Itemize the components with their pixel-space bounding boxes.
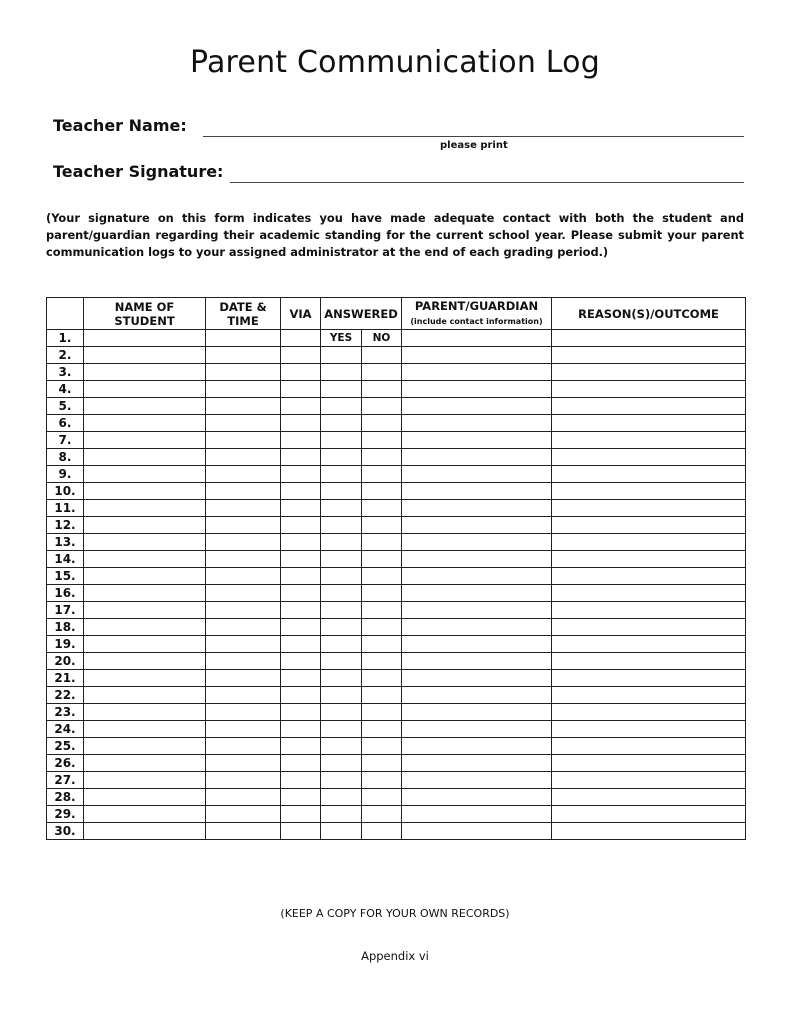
- parent-guardian-cell[interactable]: [402, 398, 552, 415]
- student-name-cell[interactable]: [84, 789, 206, 806]
- date-time-cell[interactable]: [206, 364, 281, 381]
- answered-yes-cell[interactable]: [321, 483, 362, 500]
- answered-no-cell[interactable]: [362, 534, 402, 551]
- reason-outcome-cell[interactable]: [552, 466, 746, 483]
- via-cell[interactable]: [281, 755, 321, 772]
- student-name-cell[interactable]: [84, 330, 206, 347]
- row-number: 20.: [47, 653, 84, 670]
- row-number: 8.: [47, 449, 84, 466]
- answered-yes-cell[interactable]: [321, 517, 362, 534]
- answered-yes-cell[interactable]: [321, 704, 362, 721]
- reason-outcome-cell[interactable]: [552, 738, 746, 755]
- via-cell[interactable]: [281, 738, 321, 755]
- via-cell[interactable]: [281, 670, 321, 687]
- answered-no-cell[interactable]: [362, 517, 402, 534]
- header-reasons-outcome: REASON(S)/OUTCOME: [552, 298, 746, 330]
- answered-yes-cell[interactable]: [321, 364, 362, 381]
- row-number: 9.: [47, 466, 84, 483]
- reason-outcome-cell[interactable]: [552, 636, 746, 653]
- answered-yes-cell[interactable]: [321, 398, 362, 415]
- table-row: [47, 534, 746, 551]
- row-number: 19.: [47, 636, 84, 653]
- date-time-cell[interactable]: [206, 755, 281, 772]
- row-number: 27.: [47, 772, 84, 789]
- reason-outcome-cell[interactable]: [552, 517, 746, 534]
- parent-guardian-cell[interactable]: [402, 585, 552, 602]
- row-number: 14.: [47, 551, 84, 568]
- via-cell[interactable]: [281, 330, 321, 347]
- date-time-cell[interactable]: [206, 619, 281, 636]
- via-cell[interactable]: [281, 636, 321, 653]
- via-cell[interactable]: [281, 704, 321, 721]
- date-time-cell[interactable]: [206, 500, 281, 517]
- via-cell[interactable]: [281, 602, 321, 619]
- table-row: [47, 330, 746, 347]
- date-time-cell[interactable]: [206, 466, 281, 483]
- student-name-cell[interactable]: [84, 738, 206, 755]
- answered-no-cell[interactable]: [362, 602, 402, 619]
- answered-no-cell[interactable]: [362, 551, 402, 568]
- table-row: [47, 500, 746, 517]
- student-name-cell[interactable]: [84, 806, 206, 823]
- parent-guardian-cell[interactable]: [402, 755, 552, 772]
- answered-yes-cell[interactable]: [321, 415, 362, 432]
- reason-outcome-cell[interactable]: [552, 449, 746, 466]
- date-time-cell[interactable]: [206, 653, 281, 670]
- answered-no-cell[interactable]: [362, 568, 402, 585]
- parent-guardian-cell[interactable]: [402, 500, 552, 517]
- via-cell[interactable]: [281, 381, 321, 398]
- parent-guardian-cell[interactable]: [402, 517, 552, 534]
- date-time-cell[interactable]: [206, 568, 281, 585]
- parent-guardian-cell[interactable]: [402, 670, 552, 687]
- via-cell[interactable]: [281, 500, 321, 517]
- student-name-cell[interactable]: [84, 619, 206, 636]
- date-time-cell[interactable]: [206, 704, 281, 721]
- teacher-name-label: Teacher Name:: [53, 116, 187, 135]
- via-cell[interactable]: [281, 347, 321, 364]
- via-cell[interactable]: [281, 619, 321, 636]
- date-time-cell[interactable]: [206, 670, 281, 687]
- answered-yes-cell[interactable]: [321, 789, 362, 806]
- student-name-cell[interactable]: [84, 823, 206, 840]
- parent-guardian-cell[interactable]: [402, 551, 552, 568]
- answered-yes-cell[interactable]: [321, 636, 362, 653]
- answered-yes-cell: YES: [321, 330, 362, 347]
- parent-guardian-cell[interactable]: [402, 823, 552, 840]
- table-row: [47, 568, 746, 585]
- answered-no-cell: NO: [362, 330, 402, 347]
- reason-outcome-cell[interactable]: [552, 551, 746, 568]
- answered-yes-cell[interactable]: [321, 500, 362, 517]
- student-name-cell[interactable]: [84, 755, 206, 772]
- row-number: 15.: [47, 568, 84, 585]
- reason-outcome-cell[interactable]: [552, 704, 746, 721]
- table-row: [47, 517, 746, 534]
- answered-yes-cell[interactable]: [321, 534, 362, 551]
- student-name-cell[interactable]: [84, 670, 206, 687]
- parent-guardian-cell[interactable]: [402, 636, 552, 653]
- answered-no-cell[interactable]: [362, 789, 402, 806]
- reason-outcome-cell[interactable]: [552, 347, 746, 364]
- header-parent-guardian: PARENT/GUARDIAN (include contact information): [402, 298, 552, 330]
- reason-outcome-cell[interactable]: [552, 772, 746, 789]
- table-row: [47, 381, 746, 398]
- date-time-cell[interactable]: [206, 415, 281, 432]
- header-name-of-student: NAME OF STUDENT: [84, 298, 206, 330]
- date-time-cell[interactable]: [206, 551, 281, 568]
- via-cell[interactable]: [281, 534, 321, 551]
- student-name-cell[interactable]: [84, 398, 206, 415]
- table-row: [47, 364, 746, 381]
- answered-yes-cell[interactable]: [321, 823, 362, 840]
- date-time-cell[interactable]: [206, 449, 281, 466]
- student-name-cell[interactable]: [84, 653, 206, 670]
- reason-outcome-cell[interactable]: [552, 330, 746, 347]
- answered-no-cell[interactable]: [362, 449, 402, 466]
- teacher-name-field[interactable]: [203, 136, 744, 137]
- teacher-signature-label: Teacher Signature:: [53, 162, 224, 181]
- teacher-signature-field[interactable]: [230, 182, 744, 183]
- date-time-cell[interactable]: [206, 687, 281, 704]
- parent-guardian-cell[interactable]: [402, 364, 552, 381]
- row-number: 4.: [47, 381, 84, 398]
- parent-guardian-cell[interactable]: [402, 330, 552, 347]
- answered-yes-cell[interactable]: [321, 755, 362, 772]
- parent-guardian-cell[interactable]: [402, 789, 552, 806]
- answered-no-cell[interactable]: [362, 823, 402, 840]
- student-name-cell[interactable]: [84, 534, 206, 551]
- answered-yes-cell[interactable]: [321, 772, 362, 789]
- reason-outcome-cell[interactable]: [552, 653, 746, 670]
- answered-no-cell[interactable]: [362, 806, 402, 823]
- table-row: [47, 585, 746, 602]
- answered-yes-cell[interactable]: [321, 449, 362, 466]
- answered-no-cell[interactable]: [362, 483, 402, 500]
- answered-yes-cell[interactable]: [321, 619, 362, 636]
- reason-outcome-cell[interactable]: [552, 500, 746, 517]
- answered-yes-cell[interactable]: [321, 806, 362, 823]
- reason-outcome-cell[interactable]: [552, 381, 746, 398]
- answered-no-cell[interactable]: [362, 755, 402, 772]
- via-cell[interactable]: [281, 432, 321, 449]
- header-answered: ANSWERED: [321, 298, 402, 330]
- answered-no-cell[interactable]: [362, 432, 402, 449]
- student-name-cell[interactable]: [84, 602, 206, 619]
- reason-outcome-cell[interactable]: [552, 789, 746, 806]
- answered-yes-cell[interactable]: [321, 381, 362, 398]
- student-name-cell[interactable]: [84, 347, 206, 364]
- date-time-cell[interactable]: [206, 517, 281, 534]
- reason-outcome-cell[interactable]: [552, 364, 746, 381]
- via-cell[interactable]: [281, 568, 321, 585]
- via-cell[interactable]: [281, 449, 321, 466]
- answered-no-cell[interactable]: [362, 415, 402, 432]
- table-row: [47, 755, 746, 772]
- student-name-cell[interactable]: [84, 466, 206, 483]
- row-number: 12.: [47, 517, 84, 534]
- reason-outcome-cell[interactable]: [552, 398, 746, 415]
- table-row: [47, 738, 746, 755]
- student-name-cell[interactable]: [84, 721, 206, 738]
- header-number: [47, 298, 84, 330]
- instructions-note: (Your signature on this form indicates you have made adequate contact with both the student and parent/guardian regarding their academic standing for the current school year. Please submit your parent communication logs to your assigned administrator at the end of each grading period.): [46, 211, 744, 259]
- row-number: 11.: [47, 500, 84, 517]
- via-cell[interactable]: [281, 653, 321, 670]
- answered-no-cell[interactable]: [362, 398, 402, 415]
- answered-yes-cell[interactable]: [321, 653, 362, 670]
- date-time-cell[interactable]: [206, 347, 281, 364]
- parent-guardian-cell[interactable]: [402, 687, 552, 704]
- table-row: [47, 551, 746, 568]
- date-time-cell[interactable]: [206, 432, 281, 449]
- parent-guardian-cell[interactable]: [402, 347, 552, 364]
- student-name-cell[interactable]: [84, 704, 206, 721]
- reason-outcome-cell[interactable]: [552, 806, 746, 823]
- answered-no-cell[interactable]: [362, 738, 402, 755]
- via-cell[interactable]: [281, 789, 321, 806]
- row-number: 26.: [47, 755, 84, 772]
- table-row: [47, 636, 746, 653]
- date-time-cell[interactable]: [206, 823, 281, 840]
- student-name-cell[interactable]: [84, 483, 206, 500]
- reason-outcome-cell[interactable]: [552, 568, 746, 585]
- date-time-cell[interactable]: [206, 534, 281, 551]
- answered-yes-cell[interactable]: [321, 568, 362, 585]
- table-row: [47, 466, 746, 483]
- appendix-label: Appendix vi: [361, 949, 429, 963]
- answered-no-cell[interactable]: [362, 653, 402, 670]
- table-row: [47, 602, 746, 619]
- table-row: [47, 806, 746, 823]
- row-number: 6.: [47, 415, 84, 432]
- row-number: 10.: [47, 483, 84, 500]
- date-time-cell[interactable]: [206, 738, 281, 755]
- student-name-cell[interactable]: [84, 500, 206, 517]
- table-row: [47, 415, 746, 432]
- answered-no-cell[interactable]: [362, 500, 402, 517]
- via-cell[interactable]: [281, 721, 321, 738]
- answered-no-cell[interactable]: [362, 381, 402, 398]
- answered-yes-cell[interactable]: [321, 432, 362, 449]
- date-time-cell[interactable]: [206, 721, 281, 738]
- answered-yes-cell[interactable]: [321, 687, 362, 704]
- parent-guardian-cell[interactable]: [402, 806, 552, 823]
- parent-guardian-cell[interactable]: [402, 568, 552, 585]
- student-name-cell[interactable]: [84, 551, 206, 568]
- parent-guardian-cell[interactable]: [402, 721, 552, 738]
- table-row: [47, 687, 746, 704]
- table-row: [47, 432, 746, 449]
- answered-yes-cell[interactable]: [321, 347, 362, 364]
- answered-no-cell[interactable]: [362, 687, 402, 704]
- answered-no-cell[interactable]: [362, 619, 402, 636]
- row-number: 28.: [47, 789, 84, 806]
- reason-outcome-cell[interactable]: [552, 721, 746, 738]
- via-cell[interactable]: [281, 364, 321, 381]
- student-name-cell[interactable]: [84, 772, 206, 789]
- page-title: Parent Communication Log: [190, 45, 600, 80]
- student-name-cell[interactable]: [84, 517, 206, 534]
- reason-outcome-cell[interactable]: [552, 585, 746, 602]
- row-number: 18.: [47, 619, 84, 636]
- answered-yes-cell[interactable]: [321, 738, 362, 755]
- via-cell[interactable]: [281, 517, 321, 534]
- table-row: [47, 653, 746, 670]
- answered-yes-cell[interactable]: [321, 551, 362, 568]
- row-number: 13.: [47, 534, 84, 551]
- answered-yes-cell[interactable]: [321, 670, 362, 687]
- student-name-cell[interactable]: [84, 687, 206, 704]
- date-time-cell[interactable]: [206, 806, 281, 823]
- via-cell[interactable]: [281, 466, 321, 483]
- communication-log-table: [46, 297, 746, 840]
- header-via: VIA: [281, 298, 321, 330]
- answered-yes-cell[interactable]: [321, 466, 362, 483]
- header-date-time: DATE & TIME: [206, 298, 281, 330]
- via-cell[interactable]: [281, 687, 321, 704]
- reason-outcome-cell[interactable]: [552, 415, 746, 432]
- date-time-cell[interactable]: [206, 772, 281, 789]
- row-number: 1.: [47, 330, 84, 347]
- date-time-cell[interactable]: [206, 789, 281, 806]
- reason-outcome-cell[interactable]: [552, 602, 746, 619]
- via-cell[interactable]: [281, 483, 321, 500]
- row-number: 16.: [47, 585, 84, 602]
- table-row: [47, 347, 746, 364]
- student-name-cell[interactable]: [84, 568, 206, 585]
- reason-outcome-cell[interactable]: [552, 670, 746, 687]
- student-name-cell[interactable]: [84, 364, 206, 381]
- answered-yes-cell[interactable]: [321, 585, 362, 602]
- row-number: 2.: [47, 347, 84, 364]
- parent-guardian-cell[interactable]: [402, 704, 552, 721]
- parent-guardian-cell[interactable]: [402, 483, 552, 500]
- row-number: 22.: [47, 687, 84, 704]
- reason-outcome-cell[interactable]: [552, 619, 746, 636]
- parent-guardian-cell[interactable]: [402, 738, 552, 755]
- reason-outcome-cell[interactable]: [552, 755, 746, 772]
- answered-no-cell[interactable]: [362, 721, 402, 738]
- date-time-cell[interactable]: [206, 483, 281, 500]
- row-number: 5.: [47, 398, 84, 415]
- student-name-cell[interactable]: [84, 415, 206, 432]
- row-number: 30.: [47, 823, 84, 840]
- answered-no-cell[interactable]: [362, 364, 402, 381]
- via-cell[interactable]: [281, 551, 321, 568]
- row-number: 17.: [47, 602, 84, 619]
- table-row: [47, 449, 746, 466]
- student-name-cell[interactable]: [84, 449, 206, 466]
- student-name-cell[interactable]: [84, 585, 206, 602]
- parent-guardian-cell[interactable]: [402, 772, 552, 789]
- keep-copy-note: (KEEP A COPY FOR YOUR OWN RECORDS): [280, 907, 510, 920]
- table-row: [47, 721, 746, 738]
- row-number: 24.: [47, 721, 84, 738]
- parent-guardian-cell[interactable]: [402, 415, 552, 432]
- row-number: 25.: [47, 738, 84, 755]
- date-time-cell[interactable]: [206, 636, 281, 653]
- student-name-cell[interactable]: [84, 636, 206, 653]
- student-name-cell[interactable]: [84, 381, 206, 398]
- table-row: [47, 398, 746, 415]
- parent-guardian-cell[interactable]: [402, 653, 552, 670]
- header-row: [47, 298, 746, 330]
- answered-no-cell[interactable]: [362, 466, 402, 483]
- date-time-cell[interactable]: [206, 602, 281, 619]
- header-parent-subtitle: (include contact information): [410, 316, 543, 326]
- reason-outcome-cell[interactable]: [552, 483, 746, 500]
- answered-no-cell[interactable]: [362, 636, 402, 653]
- table-row: [47, 483, 746, 500]
- student-name-cell[interactable]: [84, 432, 206, 449]
- parent-guardian-cell[interactable]: [402, 466, 552, 483]
- parent-guardian-cell[interactable]: [402, 534, 552, 551]
- date-time-cell[interactable]: [206, 585, 281, 602]
- table-row: [47, 670, 746, 687]
- reason-outcome-cell[interactable]: [552, 823, 746, 840]
- answered-no-cell[interactable]: [362, 704, 402, 721]
- answered-no-cell[interactable]: [362, 772, 402, 789]
- via-cell[interactable]: [281, 772, 321, 789]
- answered-no-cell[interactable]: [362, 347, 402, 364]
- row-number: 21.: [47, 670, 84, 687]
- table-row: [47, 789, 746, 806]
- table-row: [47, 772, 746, 789]
- table-row: [47, 823, 746, 840]
- parent-guardian-cell[interactable]: [402, 619, 552, 636]
- date-time-cell[interactable]: [206, 330, 281, 347]
- answered-yes-cell[interactable]: [321, 602, 362, 619]
- row-number: 23.: [47, 704, 84, 721]
- table-row: [47, 704, 746, 721]
- answered-no-cell[interactable]: [362, 585, 402, 602]
- parent-guardian-cell[interactable]: [402, 449, 552, 466]
- reason-outcome-cell[interactable]: [552, 687, 746, 704]
- via-cell[interactable]: [281, 823, 321, 840]
- date-time-cell[interactable]: [206, 381, 281, 398]
- row-number: 7.: [47, 432, 84, 449]
- parent-guardian-cell[interactable]: [402, 381, 552, 398]
- parent-guardian-cell[interactable]: [402, 432, 552, 449]
- via-cell[interactable]: [281, 415, 321, 432]
- answered-no-cell[interactable]: [362, 670, 402, 687]
- row-number: 3.: [47, 364, 84, 381]
- answered-yes-cell[interactable]: [321, 721, 362, 738]
- via-cell[interactable]: [281, 398, 321, 415]
- via-cell[interactable]: [281, 806, 321, 823]
- row-number: 29.: [47, 806, 84, 823]
- please-print-hint: please print: [440, 140, 508, 151]
- date-time-cell[interactable]: [206, 398, 281, 415]
- via-cell[interactable]: [281, 585, 321, 602]
- parent-guardian-cell[interactable]: [402, 602, 552, 619]
- reason-outcome-cell[interactable]: [552, 432, 746, 449]
- reason-outcome-cell[interactable]: [552, 534, 746, 551]
- table-row: [47, 619, 746, 636]
